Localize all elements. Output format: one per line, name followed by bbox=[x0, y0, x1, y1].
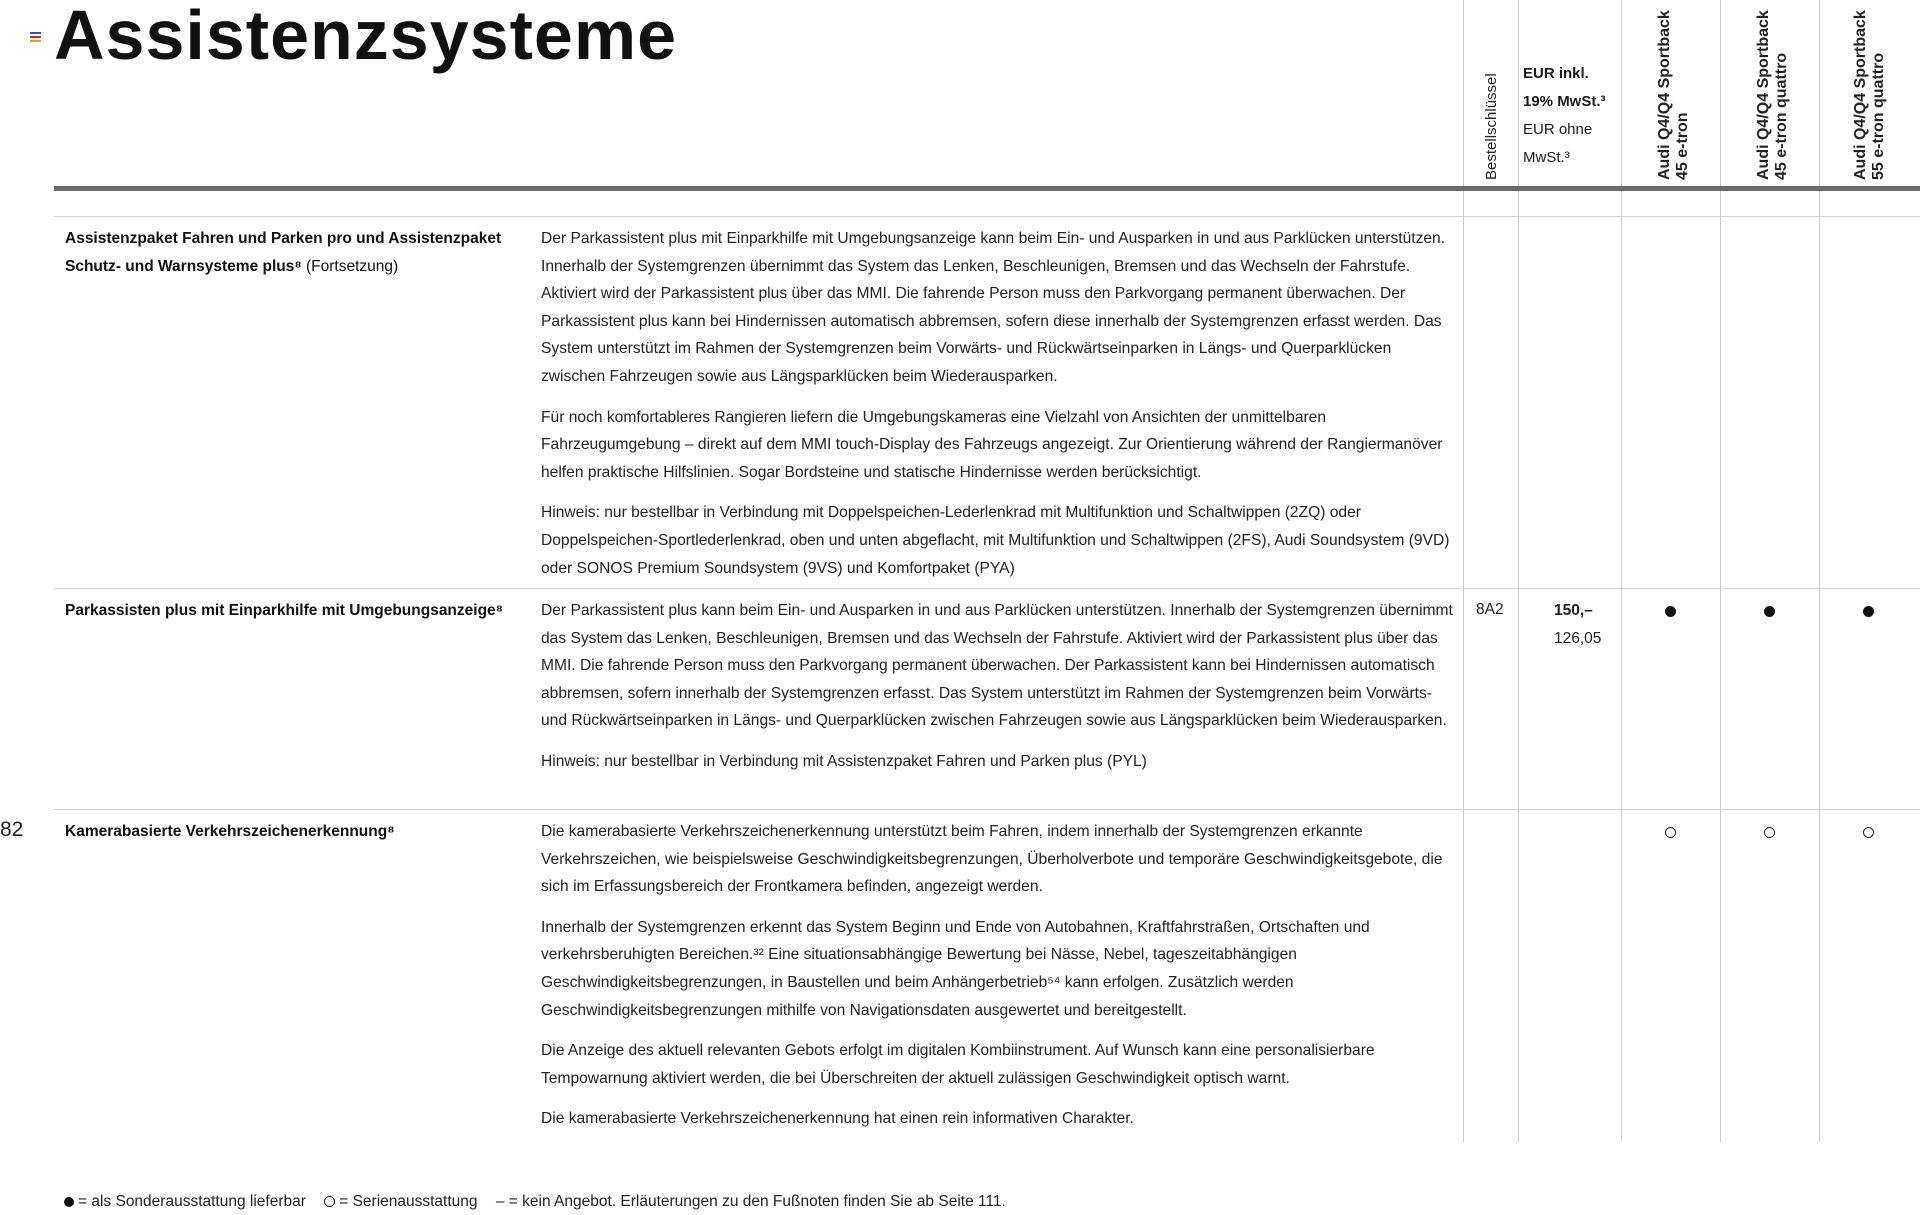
standard-ring-icon bbox=[1665, 827, 1676, 838]
flag-icon bbox=[30, 32, 41, 42]
legend-optional-text: = als Sonderausstattung lieferbar bbox=[78, 1193, 306, 1210]
description-paragraph: Die Anzeige des aktuell relevanten Gebots erfolgt im digitalen Kombiinstrument. Auf Wunsch kann eine personalisierbare Tempowarnung aktiviert werden, die bei Überschreiten der aktuell zulässigen Geschwindigkeit optisch warnt. bbox=[541, 1042, 1375, 1087]
legend-none-symbol: – bbox=[495, 1193, 505, 1210]
table-row-title bbox=[65, 818, 515, 846]
optional-dot-icon bbox=[1764, 606, 1775, 617]
order-code: 8A2 bbox=[1476, 601, 1504, 618]
description-paragraph: Der Parkassistent plus mit Einparkhilfe mit Umgebungsanzeige kann beim Ein- und Ausparken in und aus Parklücken unterstützen. Innerhalb der Systemgrenzen übernimmt das System das Lenken, Beschleunigen, Bremsen und das Wechseln der Fahrstufe. Aktiviert wird der Parkassistent plus über das MMI. Die fahrende Person muss den Parkvorgang permanent überwachen. Der Parkassistent plus kann bei Hindernissen automatisch abbremsen, sofern diese innerhalb der Systemgrenzen erfasst werden. Das System unterstützt im Rahmen der Systemgrenzen beim Vorwärts- und Rückwärtseinparken in Längs- und Querparklücken zwischen Fahrzeugen sowie aus Längsparklücken beim Wiederausparken. bbox=[541, 230, 1446, 385]
column-divider bbox=[1819, 0, 1820, 1142]
model-header-2-line2: 45 e-tron quattro bbox=[1773, 52, 1790, 180]
page-number: 82 bbox=[0, 818, 24, 841]
description-paragraph: Hinweis: nur bestellbar in Verbindung mit Doppelspeichen-Lederlenkrad mit Multifunktion und Schaltwippen (2ZQ) oder Doppelspeichen-Sportlederlenkrad, oben und unten abgeflacht, mit Multifunktion und Schaltwippen (2FS), Audi Soundsystem (9VD) oder SONOS Premium Soundsystem (9VS) und Komfortpaket (PYA) bbox=[541, 504, 1450, 577]
price-net: 126,05 bbox=[1554, 630, 1602, 647]
header-rule bbox=[54, 186, 1920, 191]
legend-none-text: = kein Angebot. Erläuterungen zu den Fußnoten finden Sie ab Seite 111. bbox=[508, 1193, 1006, 1210]
description-paragraph: Hinweis: nur bestellbar in Verbindung mit Assistenzpaket Fahren und Parken plus (PYL) bbox=[541, 752, 1147, 770]
standard-ring-icon bbox=[1863, 827, 1874, 838]
table-row-description bbox=[541, 818, 1456, 1146]
table-row-description bbox=[541, 225, 1456, 595]
row-title-text: Assistenzpaket Fahren und Parken pro und Assistenzpaket Schutz- und Warnsysteme plus⁸ bbox=[65, 230, 502, 275]
page-title: Assistenzsysteme bbox=[54, 0, 677, 74]
table-row-description bbox=[541, 597, 1456, 789]
row-divider bbox=[54, 809, 1920, 810]
column-divider bbox=[1463, 0, 1464, 1142]
description-paragraph: Die kamerabasierte Verkehrszeichenerkennung unterstützt beim Fahren, indem innerhalb der Systemgrenzen erkannte Verkehrszeichen, wie beispielsweise Geschwindigkeitsbegrenzungen, Überholverbote und temporäre Geschwindigkeitsgebote, die sich im Erfassungsbereich der Frontkamera befinden, angezeigt werden. bbox=[541, 823, 1443, 896]
column-divider bbox=[1518, 0, 1519, 1142]
price-gross: 150,– bbox=[1554, 602, 1593, 619]
row-title-text: Parkassisten plus mit Einparkhilfe mit Umgebungsanzeige⁸ bbox=[65, 602, 503, 619]
row-title-text: Kamerabasierte Verkehrszeichenerkennung⁸ bbox=[65, 823, 395, 840]
legend-standard-text: = Serienausstattung bbox=[339, 1193, 478, 1210]
description-paragraph: Für noch komfortableres Rangieren liefern die Umgebungskameras eine Vielzahl von Ansichten der unmittelbaren Fahrzeugumgebung – direkt auf dem MMI touch-Display des Fahrzeugs angezeigt. Zur Orientierung während der Rangiermanöver helfen praktische Hilfslinien. Sogar Bordsteine und statische Hindernisse werden berücksichtigt. bbox=[541, 408, 1443, 481]
order-key-header: Bestellschlüssel bbox=[1483, 73, 1500, 180]
standard-ring-icon bbox=[1764, 827, 1775, 838]
legend-ring-icon bbox=[324, 1196, 335, 1207]
model-header-3-line2: 55 e-tron quattro bbox=[1870, 52, 1887, 180]
table-row-title bbox=[65, 225, 515, 280]
price-cell bbox=[1554, 597, 1601, 653]
description-paragraph: Innerhalb der Systemgrenzen erkennt das System Beginn und Ende von Autobahnen, Kraftfahrstraßen, Ortschaften und verkehrsberuhigten Bereichen.³² Eine situationsabhängige Bewertung bei Nässe, Nebel, tageszeitabhängigen Geschwindigkeitsbegrenzungen, in Baustellen und beim Anhängerbetrieb⁵⁴ kann erfolgen. Zusätzlich werden Geschwindigkeitsbegrenzungen mithilfe von Navigationsdaten ausgewertet und bereitgestellt. bbox=[541, 918, 1370, 1019]
model-header-1-line1: Audi Q4/Q4 Sportback bbox=[1656, 10, 1673, 180]
price-net-label-2: MwSt.³ bbox=[1523, 149, 1570, 166]
row-title-suffix: (Fortsetzung) bbox=[306, 257, 399, 275]
description-paragraph: Der Parkassistent plus kann beim Ein- und Ausparken in und aus Parklücken unterstützen. Innerhalb der Systemgrenzen übernimmt das System das Lenken, Beschleunigen, Bremsen und das Wechseln der Fahrstufe. Aktiviert wird der Parkassistent plus über das MMI. Die fahrende Person muss den Parkvorgang permanent überwachen. Der Parkassistent kann bei Hindernissen automatisch abbremsen, sofern innerhalb der Systemgrenzen erfasst. Das System unterstützt im Rahmen der Systemgrenzen beim Vorwärts- und Rückwärtseinparken in Längs- und Querparklücken zwischen Fahrzeugen sowie aus Längsparklücken beim Wiederausparken. bbox=[541, 602, 1453, 730]
price-net-label-1: EUR ohne bbox=[1523, 121, 1593, 138]
optional-dot-icon bbox=[1665, 606, 1676, 617]
table-row-title bbox=[65, 597, 515, 625]
model-header-1 bbox=[1656, 10, 1692, 180]
price-gross-label-2: 19% MwSt.³ bbox=[1523, 93, 1606, 110]
model-header-2 bbox=[1755, 10, 1791, 180]
legend-dot-icon bbox=[64, 1197, 74, 1207]
model-header-1-line2: 45 e-tron bbox=[1674, 112, 1691, 180]
model-header-3 bbox=[1852, 10, 1888, 180]
model-header-3-line1: Audi Q4/Q4 Sportback bbox=[1852, 10, 1869, 180]
description-paragraph: Die kamerabasierte Verkehrszeichenerkennung hat einen rein informativen Charakter. bbox=[541, 1110, 1134, 1128]
column-divider bbox=[1621, 0, 1622, 1142]
model-header-2-line1: Audi Q4/Q4 Sportback bbox=[1755, 10, 1772, 180]
price-header bbox=[1523, 60, 1606, 172]
legend bbox=[64, 1193, 1006, 1211]
price-gross-label-1: EUR inkl. bbox=[1523, 65, 1589, 82]
row-divider bbox=[54, 216, 1920, 217]
optional-dot-icon bbox=[1863, 606, 1874, 617]
column-divider bbox=[1720, 0, 1721, 1142]
